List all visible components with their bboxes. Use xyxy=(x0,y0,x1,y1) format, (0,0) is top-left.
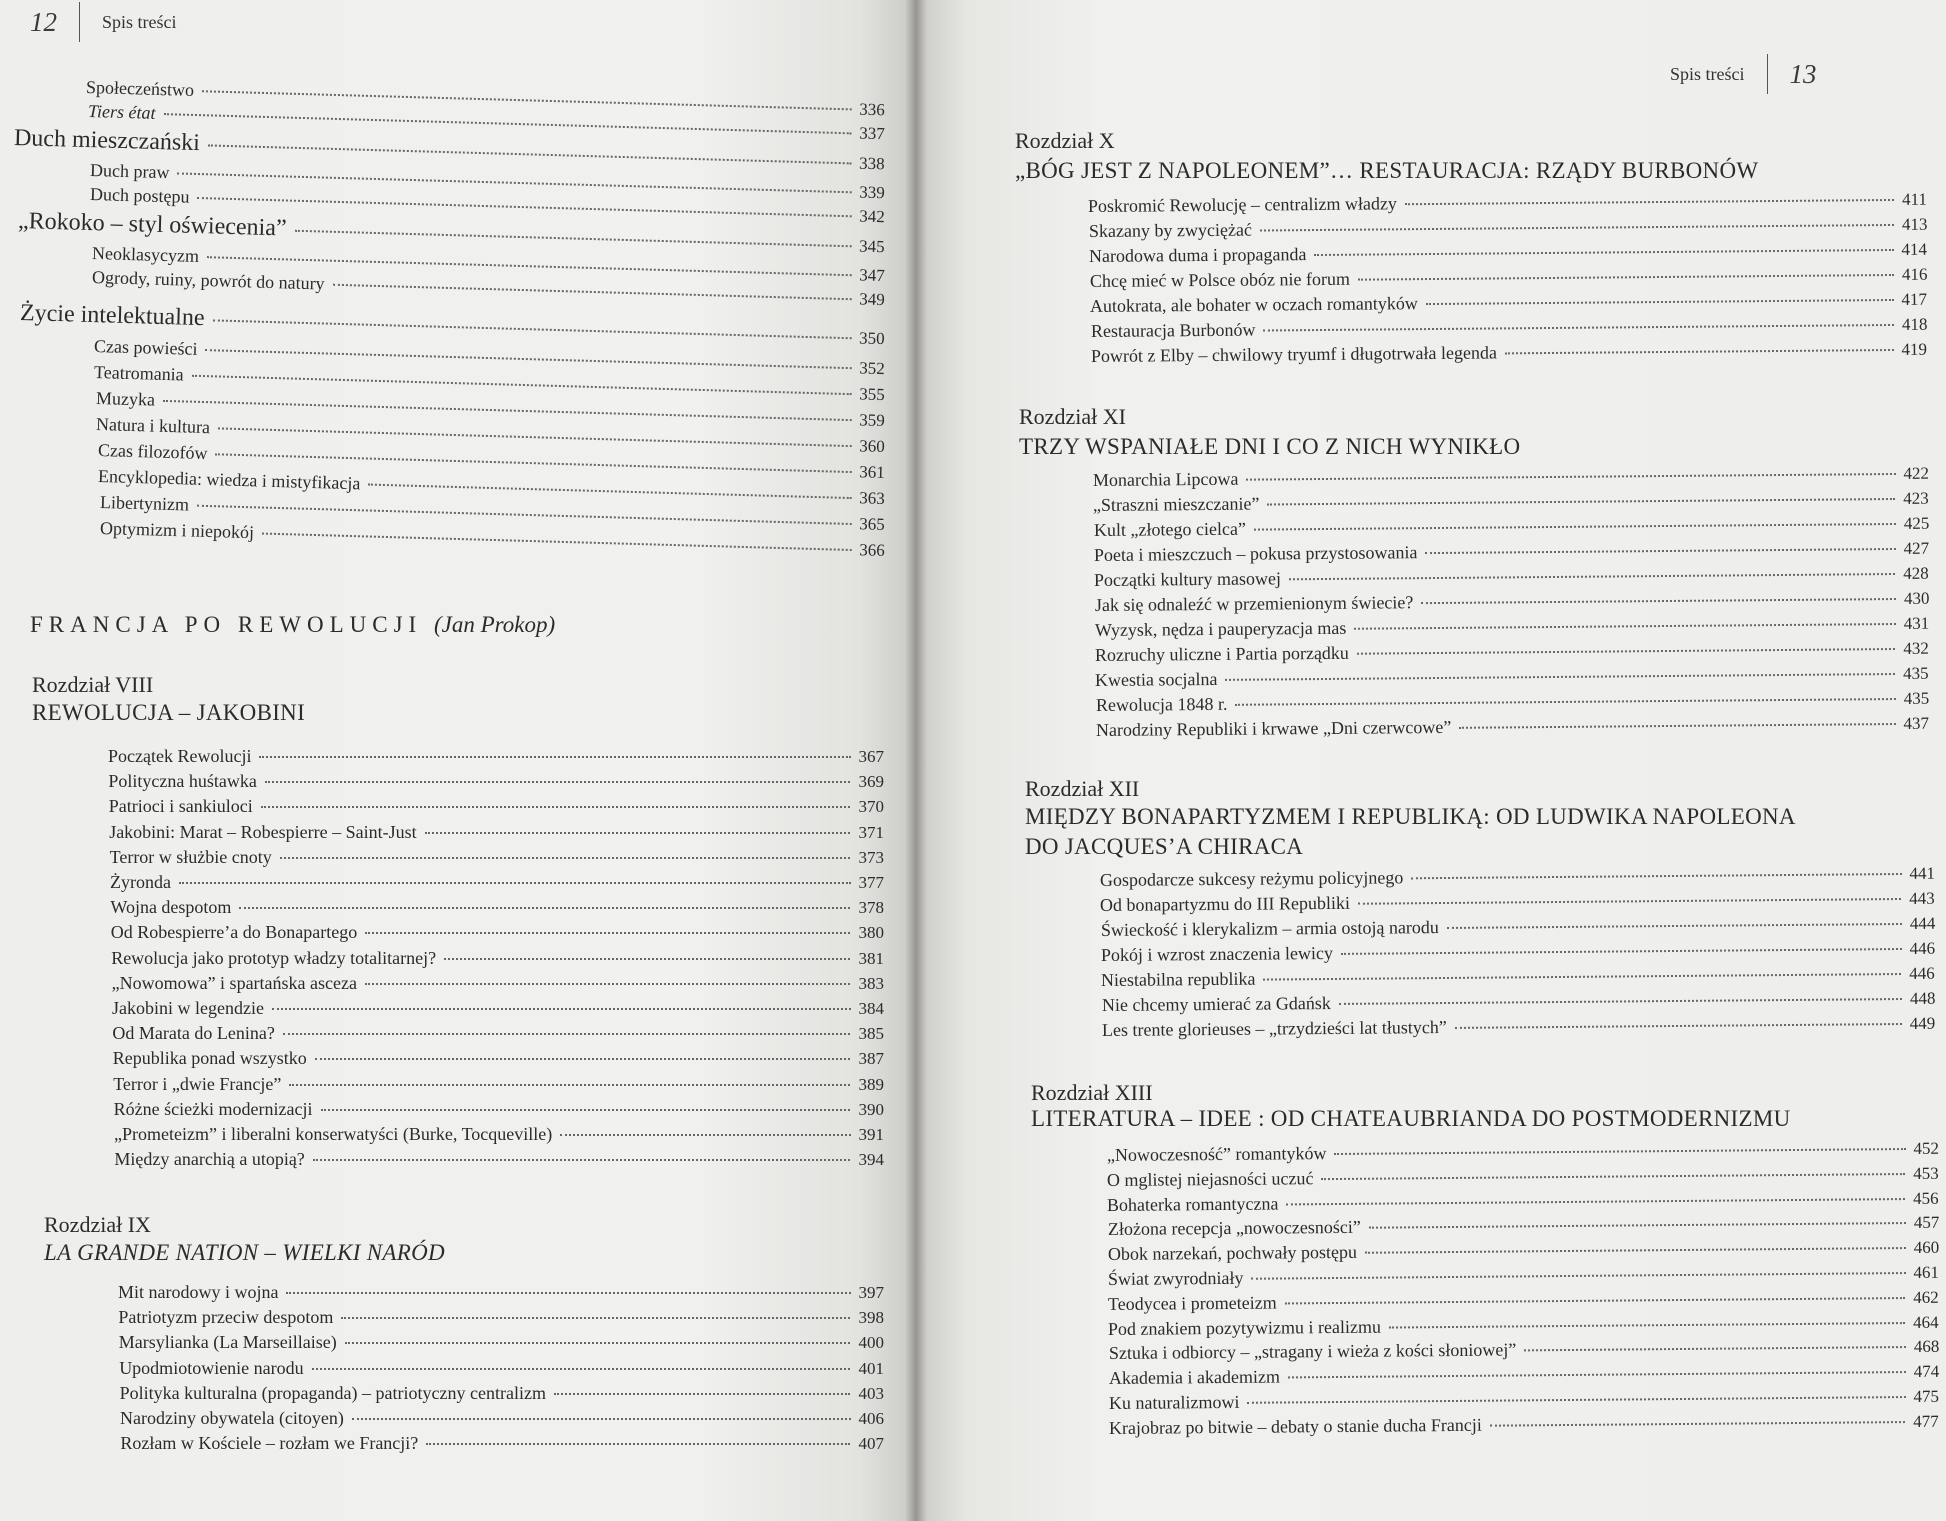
toc-entry-title: Życie intelektualne xyxy=(19,300,205,332)
toc-entry-page-number: 435 xyxy=(1903,688,1930,708)
toc-entry-title: Obok narzekań, pochwały postępu xyxy=(1107,1242,1357,1265)
toc-entry xyxy=(120,1383,884,1407)
toc-entry-page-number: 401 xyxy=(858,1358,884,1378)
toc-entry-title: Rewolucja 1848 r. xyxy=(1095,693,1228,715)
toc-entry xyxy=(110,847,884,871)
toc-entry-page-number: 423 xyxy=(1903,488,1930,508)
dot-leader xyxy=(1314,249,1893,256)
toc-entry-page-number: 453 xyxy=(1913,1163,1940,1183)
toc-entry-page-number: 407 xyxy=(858,1434,884,1454)
toc-entry-title: Marsylianka (La Marseillaise) xyxy=(118,1332,337,1353)
dot-leader xyxy=(426,1443,850,1445)
toc-entry-title: Sztuka i odbiorcy – „stragany i wieża z kości słoniowej” xyxy=(1108,1339,1517,1364)
dot-leader xyxy=(1357,274,1893,281)
toc-entry-page-number: 350 xyxy=(858,328,885,349)
toc-entry-title: Teodycea i prometeizm xyxy=(1108,1292,1277,1314)
dot-leader xyxy=(554,1393,851,1395)
dot-leader xyxy=(1251,1272,1905,1280)
toc-entry-title: Terror i „dwie Francje” xyxy=(113,1073,282,1094)
toc-entry-page-number: 366 xyxy=(858,540,886,560)
dot-leader xyxy=(1459,723,1895,729)
toc-entry-page-number: 475 xyxy=(1913,1386,1940,1406)
dot-leader xyxy=(560,1134,850,1136)
toc-entry xyxy=(118,1307,884,1331)
toc-entry-page-number: 381 xyxy=(858,948,884,968)
toc-entry-page-number: 361 xyxy=(858,462,886,482)
toc-entry-title: Polityczna huśtawka xyxy=(108,771,257,792)
part-author: (Jan Prokop) xyxy=(433,612,556,637)
toc-entry-title: Jakobini: Marat – Robespierre – Saint-Just xyxy=(109,821,417,842)
toc-entry xyxy=(110,872,884,896)
toc-entry-title: Początki kultury masowej xyxy=(1094,568,1282,590)
toc-entry-page-number: 452 xyxy=(1913,1138,1940,1158)
toc-entry-page-number: 390 xyxy=(858,1099,884,1119)
toc-entry-title: Optymizm i niepokój xyxy=(99,518,255,543)
toc-entry-page-number: 369 xyxy=(858,772,884,792)
dot-leader xyxy=(294,230,851,248)
toc-entry-page-number: 456 xyxy=(1913,1188,1940,1208)
toc-entry-page-number: 417 xyxy=(1901,289,1928,309)
right-running-head xyxy=(1670,52,1817,96)
toc-entry xyxy=(113,1074,884,1098)
toc-entry-title: Bohaterka romantyczna xyxy=(1107,1193,1279,1215)
toc-entry-title: Powrót z Elby – chwilowy tryumf i długotrwała legenda xyxy=(1090,342,1497,366)
chapter-13-title: LITERATURA – IDEE : OD CHATEAUBRIANDA DO POSTMODERNIZMU xyxy=(1031,1106,1791,1131)
toc-entry-page-number: 337 xyxy=(858,123,885,144)
toc-entry-page-number: 349 xyxy=(858,289,885,310)
chapter-11-label: Rozdział XI xyxy=(1019,404,1126,429)
toc-entry-title: Terror w służbie cnoty xyxy=(109,846,272,867)
toc-entry-title: Krajobraz po bitwie – debaty o stanie ducha Francji xyxy=(1109,1414,1483,1438)
toc-entry-title: Między anarchią a utopią? xyxy=(114,1149,305,1170)
right-running-title: Spis treści xyxy=(1670,63,1745,84)
toc-entry-title: Kult „złotego cielca” xyxy=(1093,518,1246,540)
toc-entry xyxy=(120,1408,884,1432)
dot-leader xyxy=(1288,1371,1906,1378)
toc-entry-title: Duch postępu xyxy=(89,184,190,207)
toc-entry-title: Narodziny obywatela (citoyen) xyxy=(120,1408,344,1428)
dot-leader xyxy=(179,882,851,884)
toc-entry-page-number: 468 xyxy=(1913,1337,1940,1357)
toc-entry-title: Republika ponad wszystko xyxy=(112,1048,307,1069)
toc-entry-title: Encyklopedia: wiedza i mistyfikacja xyxy=(97,466,361,494)
dot-leader xyxy=(321,1109,851,1111)
toc-entry-title: Teatromania xyxy=(93,362,185,385)
dot-leader xyxy=(1341,948,1902,955)
toc-entry-page-number: 462 xyxy=(1913,1287,1940,1307)
toc-entry-title: Patriotyzm przeciw despotom xyxy=(118,1307,334,1328)
toc-entry-title: Społeczeństwo xyxy=(85,77,195,101)
dot-leader xyxy=(261,806,851,808)
toc-entry-page-number: 345 xyxy=(858,236,885,257)
toc-entry xyxy=(120,1433,884,1457)
toc-entry-page-number: 435 xyxy=(1903,663,1930,683)
dot-leader xyxy=(1365,1247,1906,1254)
toc-entry-title: O mglistej niejasności uczuć xyxy=(1107,1167,1314,1190)
toc-entry xyxy=(110,897,884,921)
dot-leader xyxy=(1425,548,1895,554)
toc-entry-title: Natura i kultura xyxy=(95,414,211,438)
toc-entry-page-number: 385 xyxy=(858,1024,884,1044)
toc-entry-title: Pod znakiem pozytywizmu i realizmu xyxy=(1108,1316,1382,1339)
dot-leader xyxy=(1354,623,1895,630)
chapter-12-title-line-2: DO JACQUES’A CHIRACA xyxy=(1025,834,1304,859)
dot-leader xyxy=(1287,1198,1906,1205)
dot-leader xyxy=(205,349,851,369)
left-page-number: 12 xyxy=(30,6,57,37)
dot-leader xyxy=(1505,349,1894,354)
dot-leader xyxy=(1253,523,1895,531)
toc-entry-page-number: 342 xyxy=(858,206,885,227)
toc-entry-page-number: 419 xyxy=(1901,339,1928,359)
toc-entry-title: Tiers état xyxy=(87,101,156,123)
toc-entry-page-number: 355 xyxy=(858,384,885,405)
dot-leader xyxy=(352,1418,851,1420)
toc-entry-title: Świeckość i klerykalizm – armia ostoją narodu xyxy=(1100,917,1439,940)
toc-entry-page-number: 336 xyxy=(858,99,885,120)
dot-leader xyxy=(1358,898,1901,905)
toc-entry xyxy=(119,1332,884,1356)
dot-leader xyxy=(1235,698,1895,706)
toc-entry-page-number: 398 xyxy=(858,1308,884,1328)
header-divider xyxy=(79,2,80,42)
dot-leader xyxy=(272,1008,851,1010)
chapter-9-title: LA GRANDE NATION – WIELKI NARÓD xyxy=(44,1240,445,1265)
toc-entry-title: Polityka kulturalna (propaganda) – patriotyczny centralizm xyxy=(119,1382,546,1403)
toc-entry-page-number: 403 xyxy=(858,1383,884,1403)
dot-leader xyxy=(341,1317,850,1319)
toc-entry-title: Duch praw xyxy=(89,160,170,183)
toc-entry-page-number: 371 xyxy=(858,822,884,842)
left-running-title: Spis treści xyxy=(102,11,177,32)
toc-entry-page-number: 370 xyxy=(858,797,884,817)
toc-entry-title: Ku naturalizmowi xyxy=(1108,1391,1240,1413)
dot-leader xyxy=(368,484,851,499)
toc-entry-title: Początek Rewolucji xyxy=(108,746,252,766)
toc-entry-page-number: 441 xyxy=(1909,863,1936,883)
toc-entry-page-number: 430 xyxy=(1903,588,1930,608)
toc-entry-page-number: 377 xyxy=(858,873,884,892)
toc-entry-title: Od bonapartyzmu do III Republiki xyxy=(1100,892,1351,915)
chapter-12-title-line-1: MIĘDZY BONAPARTYZMEM I REPUBLIKĄ: OD LUDWIKA NAPOLEONA xyxy=(1025,804,1796,829)
toc-entry-title: Libertynizm xyxy=(99,492,190,515)
dot-leader xyxy=(1263,324,1894,332)
toc-entry-title: Wyzysk, nędza i pauperyzacja mas xyxy=(1094,617,1347,640)
toc-entry-page-number: 418 xyxy=(1901,314,1928,334)
dot-leader xyxy=(286,1292,850,1294)
chapter-8-title: REWOLUCJA – JAKOBINI xyxy=(32,700,306,725)
toc-entry-title: Akademia i akademizm xyxy=(1108,1366,1280,1389)
dot-leader xyxy=(1421,598,1896,604)
toc-entry-title: Rozłam w Kościele – rozłam we Francji? xyxy=(120,1433,419,1454)
dot-leader xyxy=(1524,1346,1906,1351)
toc-entry-page-number: 406 xyxy=(858,1409,884,1428)
dot-leader xyxy=(315,1058,851,1060)
toc-entry-title: Les trente glorieuses – „trzydzieści lat tłustych” xyxy=(1101,1016,1447,1040)
toc-entry-title: Skazany by zwyciężać xyxy=(1088,219,1252,241)
toc-entry-title: Świat zwyrodniały xyxy=(1107,1267,1244,1289)
dot-leader xyxy=(1357,648,1895,655)
toc-entry-page-number: 432 xyxy=(1903,638,1930,658)
toc-entry xyxy=(108,771,884,795)
chapter-11-title: TRZY WSPANIAŁE DNI I CO Z NICH WYNIKŁO xyxy=(1019,434,1521,459)
toc-entry-title: „Rokoko – styl oświecenia” xyxy=(17,208,287,242)
toc-entry-page-number: 460 xyxy=(1913,1237,1940,1258)
dot-leader xyxy=(1246,473,1895,481)
toc-entry-title: „Nowoczesność” romantyków xyxy=(1106,1143,1327,1165)
dot-leader xyxy=(1455,1023,1902,1029)
dot-leader xyxy=(265,781,851,783)
toc-entry-title: Narodziny Republiki i krwawe „Dni czerwcowe” xyxy=(1095,716,1452,740)
dot-leader xyxy=(259,756,850,758)
toc-entry-title: Wojna despotom xyxy=(110,897,232,918)
toc-entry-page-number: 397 xyxy=(858,1283,884,1302)
toc-entry-title: Narodowa duma i propaganda xyxy=(1088,244,1307,266)
dot-leader xyxy=(365,983,851,985)
toc-entry-page-number: 416 xyxy=(1901,264,1928,284)
toc-entry-page-number: 413 xyxy=(1901,214,1928,234)
dot-leader xyxy=(345,1342,851,1344)
dot-leader xyxy=(1226,673,1896,681)
toc-entry-title: Kwestia socjalna xyxy=(1095,668,1218,690)
dot-leader xyxy=(1389,1322,1905,1329)
toc-entry-page-number: 367 xyxy=(858,747,884,766)
toc-entry-page-number: 457 xyxy=(1913,1213,1940,1233)
toc-entry-title: Rewolucja jako prototyp władzy totalitarnej? xyxy=(111,947,437,968)
toc-entry-title: Poskromić Rewolucję – centralizm władzy xyxy=(1087,193,1397,216)
toc-entry-title: „Nowomowa” i spartańska asceza xyxy=(111,972,357,993)
toc-entry-page-number: 449 xyxy=(1909,1013,1936,1033)
toc-entry-title: Muzyka xyxy=(95,388,156,410)
dot-leader xyxy=(283,1033,851,1035)
toc-entry-title: Nie chcemy umierać za Gdańsk xyxy=(1101,993,1331,1015)
toc-entry-page-number: 443 xyxy=(1909,888,1936,908)
toc-entry-title: Chcę mieć w Polsce obóz nie forum xyxy=(1089,268,1350,291)
toc-entry-page-number: 437 xyxy=(1903,713,1930,733)
toc-entry-page-number: 394 xyxy=(858,1150,884,1170)
toc-entry-page-number: 425 xyxy=(1903,513,1930,533)
dot-leader xyxy=(239,907,850,909)
toc-entry-page-number: 427 xyxy=(1903,538,1930,558)
toc-entry-page-number: 373 xyxy=(858,847,884,867)
toc-entry-page-number: 422 xyxy=(1903,463,1930,483)
dot-leader xyxy=(313,1159,851,1161)
toc-entry-page-number: 431 xyxy=(1903,613,1930,633)
toc-entry-page-number: 474 xyxy=(1913,1361,1940,1382)
dot-leader xyxy=(1411,873,1901,879)
header-divider xyxy=(1767,54,1768,94)
toc-entry-title: Monarchia Lipcowa xyxy=(1092,468,1239,490)
toc-entry-page-number: 347 xyxy=(858,265,885,286)
toc-entry-title: Rozruchy uliczne i Partia porządku xyxy=(1094,642,1350,665)
toc-entry-title: Czas filozofów xyxy=(97,440,208,464)
dot-leader xyxy=(1334,1148,1905,1155)
dot-leader xyxy=(1289,573,1895,580)
dot-leader xyxy=(1405,199,1894,205)
toc-entry-title: Patrioci i sankiuloci xyxy=(108,796,253,817)
toc-entry xyxy=(112,1023,884,1047)
toc-entry-title: Różne ścieżki modernizacji xyxy=(113,1098,313,1119)
toc-entry-page-number: 464 xyxy=(1913,1312,1940,1332)
dot-leader xyxy=(1268,498,1896,505)
toc-entry xyxy=(112,973,884,997)
toc-entry-page-number: 338 xyxy=(858,153,885,174)
dot-leader xyxy=(212,319,851,339)
right-page-number: 13 xyxy=(1789,58,1817,89)
dot-leader xyxy=(208,144,851,164)
toc-entry-title: Restauracja Burbonów xyxy=(1090,319,1256,341)
chapter-9-label: Rozdział IX xyxy=(44,1212,151,1237)
toc-entry-page-number: 365 xyxy=(858,514,886,534)
chapter-12-label: Rozdział XII xyxy=(1025,776,1140,801)
toc-entry-title: Pokój i wzrost znaczenia lewicy xyxy=(1100,942,1333,965)
toc-entry-title: Neoklasycyzm xyxy=(91,243,200,266)
part-heading xyxy=(30,612,555,638)
toc-entry-title: Autokrata, ale bohater w oczach romantyków xyxy=(1089,293,1418,316)
toc-entry xyxy=(109,796,884,820)
toc-entry-title: Upodmiotowienie narodu xyxy=(119,1357,304,1378)
toc-entry xyxy=(109,822,884,846)
chapter-8-label: Rozdział VIII xyxy=(32,672,154,697)
dot-leader xyxy=(289,1084,850,1086)
dot-leader xyxy=(262,533,851,551)
toc-entry-title: Gospodarcze sukcesy reżymu policyjnego xyxy=(1099,867,1404,890)
toc-entry xyxy=(112,998,884,1022)
toc-entry-page-number: 339 xyxy=(858,182,885,203)
toc-entry-page-number: 384 xyxy=(858,999,884,1018)
dot-leader xyxy=(1322,1173,1906,1180)
toc-entry-page-number: 411 xyxy=(1901,189,1928,209)
dot-leader xyxy=(333,284,852,300)
dot-leader xyxy=(1259,224,1893,232)
toc-entry-page-number: 378 xyxy=(858,898,884,918)
toc-entry-page-number: 446 xyxy=(1909,938,1936,958)
toc-entry-page-number: 428 xyxy=(1903,563,1930,583)
toc-entry-page-number: 380 xyxy=(858,923,884,943)
dot-leader xyxy=(312,1368,851,1370)
toc-entry-title: Ogrody, ruiny, powrót do natury xyxy=(91,267,325,294)
dot-leader xyxy=(1446,923,1901,929)
toc-entry-page-number: 414 xyxy=(1901,239,1928,259)
toc-entry-page-number: 477 xyxy=(1913,1411,1940,1431)
toc-entry xyxy=(114,1124,884,1148)
toc-entry-page-number: 387 xyxy=(858,1049,884,1069)
toc-entry-title: Duch mieszczański xyxy=(13,125,201,157)
dot-leader xyxy=(1285,1297,1906,1304)
toc-entry xyxy=(118,1282,884,1306)
dot-leader xyxy=(425,832,851,834)
right-page xyxy=(915,0,1946,1521)
toc-entry-page-number: 360 xyxy=(858,436,885,457)
toc-entry-page-number: 383 xyxy=(858,973,884,993)
toc-entry-page-number: 391 xyxy=(858,1125,884,1144)
chapter-13-label: Rozdział XIII xyxy=(1031,1080,1153,1105)
toc-entry-page-number: 444 xyxy=(1909,913,1936,933)
toc-entry-title: Czas powieści xyxy=(93,336,198,359)
toc-entry-title: Od Marata do Lenina? xyxy=(112,1023,275,1044)
toc-entry-page-number: 352 xyxy=(858,358,885,379)
dot-leader xyxy=(444,958,850,960)
toc-entry xyxy=(111,922,884,946)
toc-entry-title: Żyronda xyxy=(110,872,171,892)
toc-entry xyxy=(114,1099,884,1123)
toc-entry-page-number: 363 xyxy=(858,488,886,508)
toc-entry-title: „Straszni mieszczanie” xyxy=(1093,493,1260,515)
toc-entry-page-number: 400 xyxy=(858,1333,884,1353)
toc-entry-title: „Prometeizm” i liberalni konserwatyści (Burke, Tocqueville) xyxy=(114,1124,553,1144)
chapter-10-title: „BÓG JEST Z NAPOLEONEM”… RESTAURACJA: RZĄDY BURBONÓW xyxy=(1015,158,1759,183)
dot-leader xyxy=(1264,973,1902,981)
dot-leader xyxy=(365,932,850,934)
toc-entry-page-number: 448 xyxy=(1909,988,1936,1008)
toc-entry xyxy=(119,1358,884,1382)
toc-entry-title: Jakobini w legendzie xyxy=(112,998,264,1018)
dot-leader xyxy=(1247,1396,1905,1404)
toc-entry-page-number: 359 xyxy=(858,410,885,431)
dot-leader xyxy=(1426,299,1894,305)
toc-entry xyxy=(114,1149,884,1173)
toc-entry-title: Niestabilna republika xyxy=(1101,968,1256,990)
toc-entry-title: Poeta i mieszczuch – pokusa przystosowania xyxy=(1093,542,1418,565)
left-running-head xyxy=(30,0,177,44)
toc-entry-title: Od Robespierre’a do Bonapartego xyxy=(110,922,358,943)
toc-entry-title: Mit narodowy i wojna xyxy=(118,1282,279,1302)
part-title: FRANCJA PO REWOLUCJI xyxy=(30,612,423,637)
dot-leader xyxy=(1490,1421,1905,1427)
toc-entry-title: Złożona recepcja „nowoczesności” xyxy=(1107,1217,1361,1240)
dot-leader xyxy=(1338,998,1901,1005)
toc-entry xyxy=(111,948,884,972)
dot-leader xyxy=(280,857,851,859)
toc-entry xyxy=(113,1048,884,1072)
toc-entry xyxy=(108,746,884,770)
toc-entry-title: Jak się odnaleźć w przemienionym świecie? xyxy=(1094,592,1413,615)
toc-entry-page-number: 446 xyxy=(1909,963,1936,983)
toc-entry-page-number: 461 xyxy=(1913,1262,1940,1282)
toc-entry-page-number: 389 xyxy=(858,1074,884,1094)
book-gutter xyxy=(905,0,927,1521)
dot-leader xyxy=(1368,1222,1905,1229)
chapter-10-label: Rozdział X xyxy=(1015,128,1115,153)
left-page xyxy=(0,0,915,1521)
